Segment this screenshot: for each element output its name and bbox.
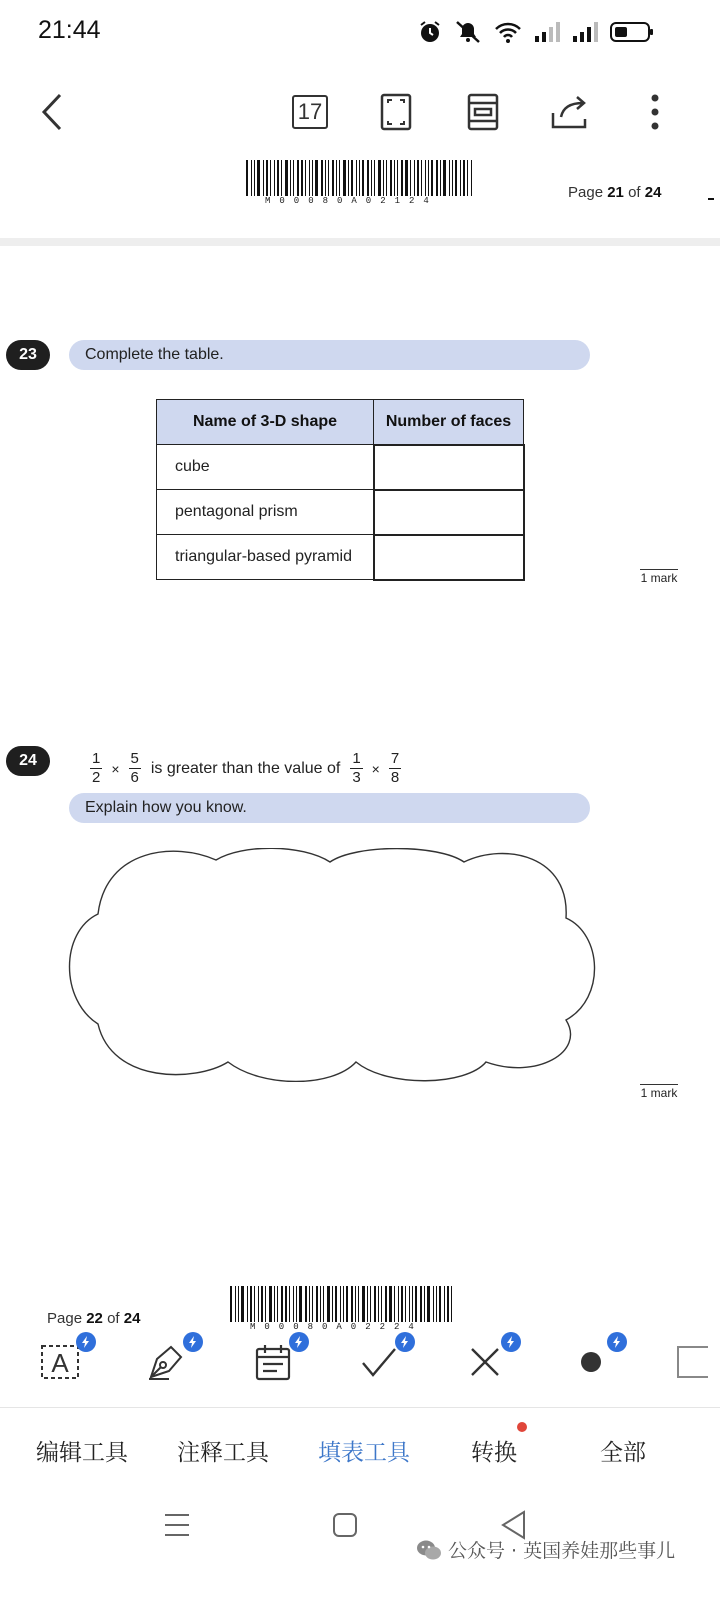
home-nav-button[interactable]	[332, 1512, 358, 1543]
date-tool[interactable]	[243, 1332, 303, 1392]
page-edge-mark	[708, 198, 714, 200]
question-23-number: 23	[6, 340, 50, 370]
table-header-row	[157, 400, 524, 445]
table-row	[157, 445, 524, 490]
question-23-prompt: Complete the table.	[69, 340, 590, 370]
faces-answer-field[interactable]	[374, 535, 524, 580]
table-row	[157, 490, 524, 535]
fraction: $\frac{1}{2}$	[92, 750, 101, 786]
dot-tool[interactable]	[561, 1332, 621, 1392]
question-24-prompt: Explain how you know.	[69, 793, 590, 823]
more-vertical-icon	[650, 93, 660, 131]
wechat-icon	[416, 1539, 442, 1561]
tab-convert[interactable]: 转换	[471, 1440, 517, 1466]
page-number: 17	[292, 95, 328, 129]
signal-icon	[572, 21, 598, 43]
fraction: $\frac{5}{6}$	[130, 750, 139, 786]
barcode-bottom-text: M00080A02224	[250, 1322, 423, 1332]
mark-label-q24: 1 mark	[640, 1086, 678, 1100]
shape-name-cell: triangular-based pyramid	[157, 535, 374, 580]
page-separator	[0, 238, 720, 246]
box-icon	[672, 1344, 708, 1380]
text-box-tool[interactable]	[30, 1332, 90, 1392]
text-box-icon	[40, 1344, 80, 1380]
fullscreen-icon	[380, 93, 412, 131]
share-button[interactable]	[541, 84, 597, 140]
svg-text:A: A	[51, 1348, 69, 1378]
pen-icon	[147, 1343, 187, 1381]
signal-icon	[534, 21, 560, 43]
mute-icon	[454, 20, 482, 44]
chevron-left-icon	[38, 92, 66, 132]
wifi-icon	[494, 20, 522, 44]
bolt-badge-icon	[289, 1332, 309, 1352]
menu-nav-button[interactable]	[164, 1512, 190, 1543]
tab-all[interactable]: 全部	[600, 1440, 646, 1466]
mark-label-q23: 1 mark	[640, 571, 678, 585]
bolt-badge-icon	[183, 1332, 203, 1352]
page-layout-icon	[467, 93, 499, 131]
cross-icon	[469, 1346, 501, 1378]
page-label-top: Page 21 of 24	[568, 184, 662, 201]
tab-edit-tools[interactable]: 编辑工具	[36, 1440, 128, 1466]
notification-dot	[517, 1422, 527, 1432]
bolt-badge-icon	[76, 1332, 96, 1352]
faces-table	[156, 399, 525, 581]
faces-answer-field[interactable]	[374, 445, 524, 490]
calendar-icon	[254, 1343, 292, 1381]
alarm-icon	[418, 20, 442, 44]
statement-text: is greater than the value of	[150, 759, 341, 777]
status-time: 21:44	[38, 16, 101, 44]
viewer-toolbar	[0, 64, 720, 160]
bolt-badge-icon	[395, 1332, 415, 1352]
page-jump-button[interactable]	[282, 84, 338, 140]
barcode-top-text: M00080A02124	[265, 196, 438, 206]
status-icons	[418, 18, 654, 46]
cloud-answer-box[interactable]	[66, 848, 596, 1082]
battery-icon	[610, 21, 654, 43]
form-tools-bar	[0, 1318, 720, 1408]
menu-icon	[164, 1512, 190, 1538]
home-square-icon	[332, 1512, 358, 1538]
status-bar	[0, 0, 720, 64]
tab-form-tools[interactable]: 填表工具	[318, 1440, 410, 1466]
page-label-bottom: Page 22 of 24	[47, 1310, 141, 1327]
box-tool[interactable]	[672, 1332, 720, 1392]
tab-annotation-tools[interactable]: 注释工具	[177, 1440, 269, 1466]
times-sign: ×	[371, 760, 380, 777]
bolt-badge-icon	[607, 1332, 627, 1352]
header-shape-name: Name of 3-D shape	[157, 400, 374, 445]
times-sign: ×	[111, 760, 120, 777]
pen-tool[interactable]	[137, 1332, 197, 1392]
bottom-tabs	[0, 1410, 720, 1490]
watermark-text: 公众号 · 英国养娃那些事儿	[448, 1540, 676, 1562]
checkmark-icon	[360, 1346, 398, 1378]
page-layout-button[interactable]	[455, 84, 511, 140]
watermark	[416, 1536, 675, 1563]
fraction-statement	[86, 750, 405, 787]
check-tool[interactable]	[349, 1332, 409, 1392]
barcode-top	[246, 160, 473, 196]
table-row	[157, 535, 524, 580]
back-button[interactable]	[24, 84, 80, 140]
share-icon	[549, 93, 589, 131]
bolt-badge-icon	[501, 1332, 521, 1352]
question-24-number: 24	[6, 746, 50, 776]
fraction: $\frac{1}{3}$	[352, 750, 361, 786]
more-button[interactable]	[627, 84, 683, 140]
faces-answer-field[interactable]	[374, 490, 524, 535]
shape-name-cell: cube	[157, 445, 374, 490]
fraction: $\frac{7}{8}$	[390, 750, 400, 786]
shape-name-cell: pentagonal prism	[157, 490, 374, 535]
cross-tool[interactable]	[455, 1332, 515, 1392]
barcode-bottom	[230, 1286, 454, 1322]
fullscreen-button[interactable]	[368, 84, 424, 140]
dot-icon	[579, 1350, 603, 1374]
header-number-of-faces: Number of faces	[374, 400, 524, 445]
